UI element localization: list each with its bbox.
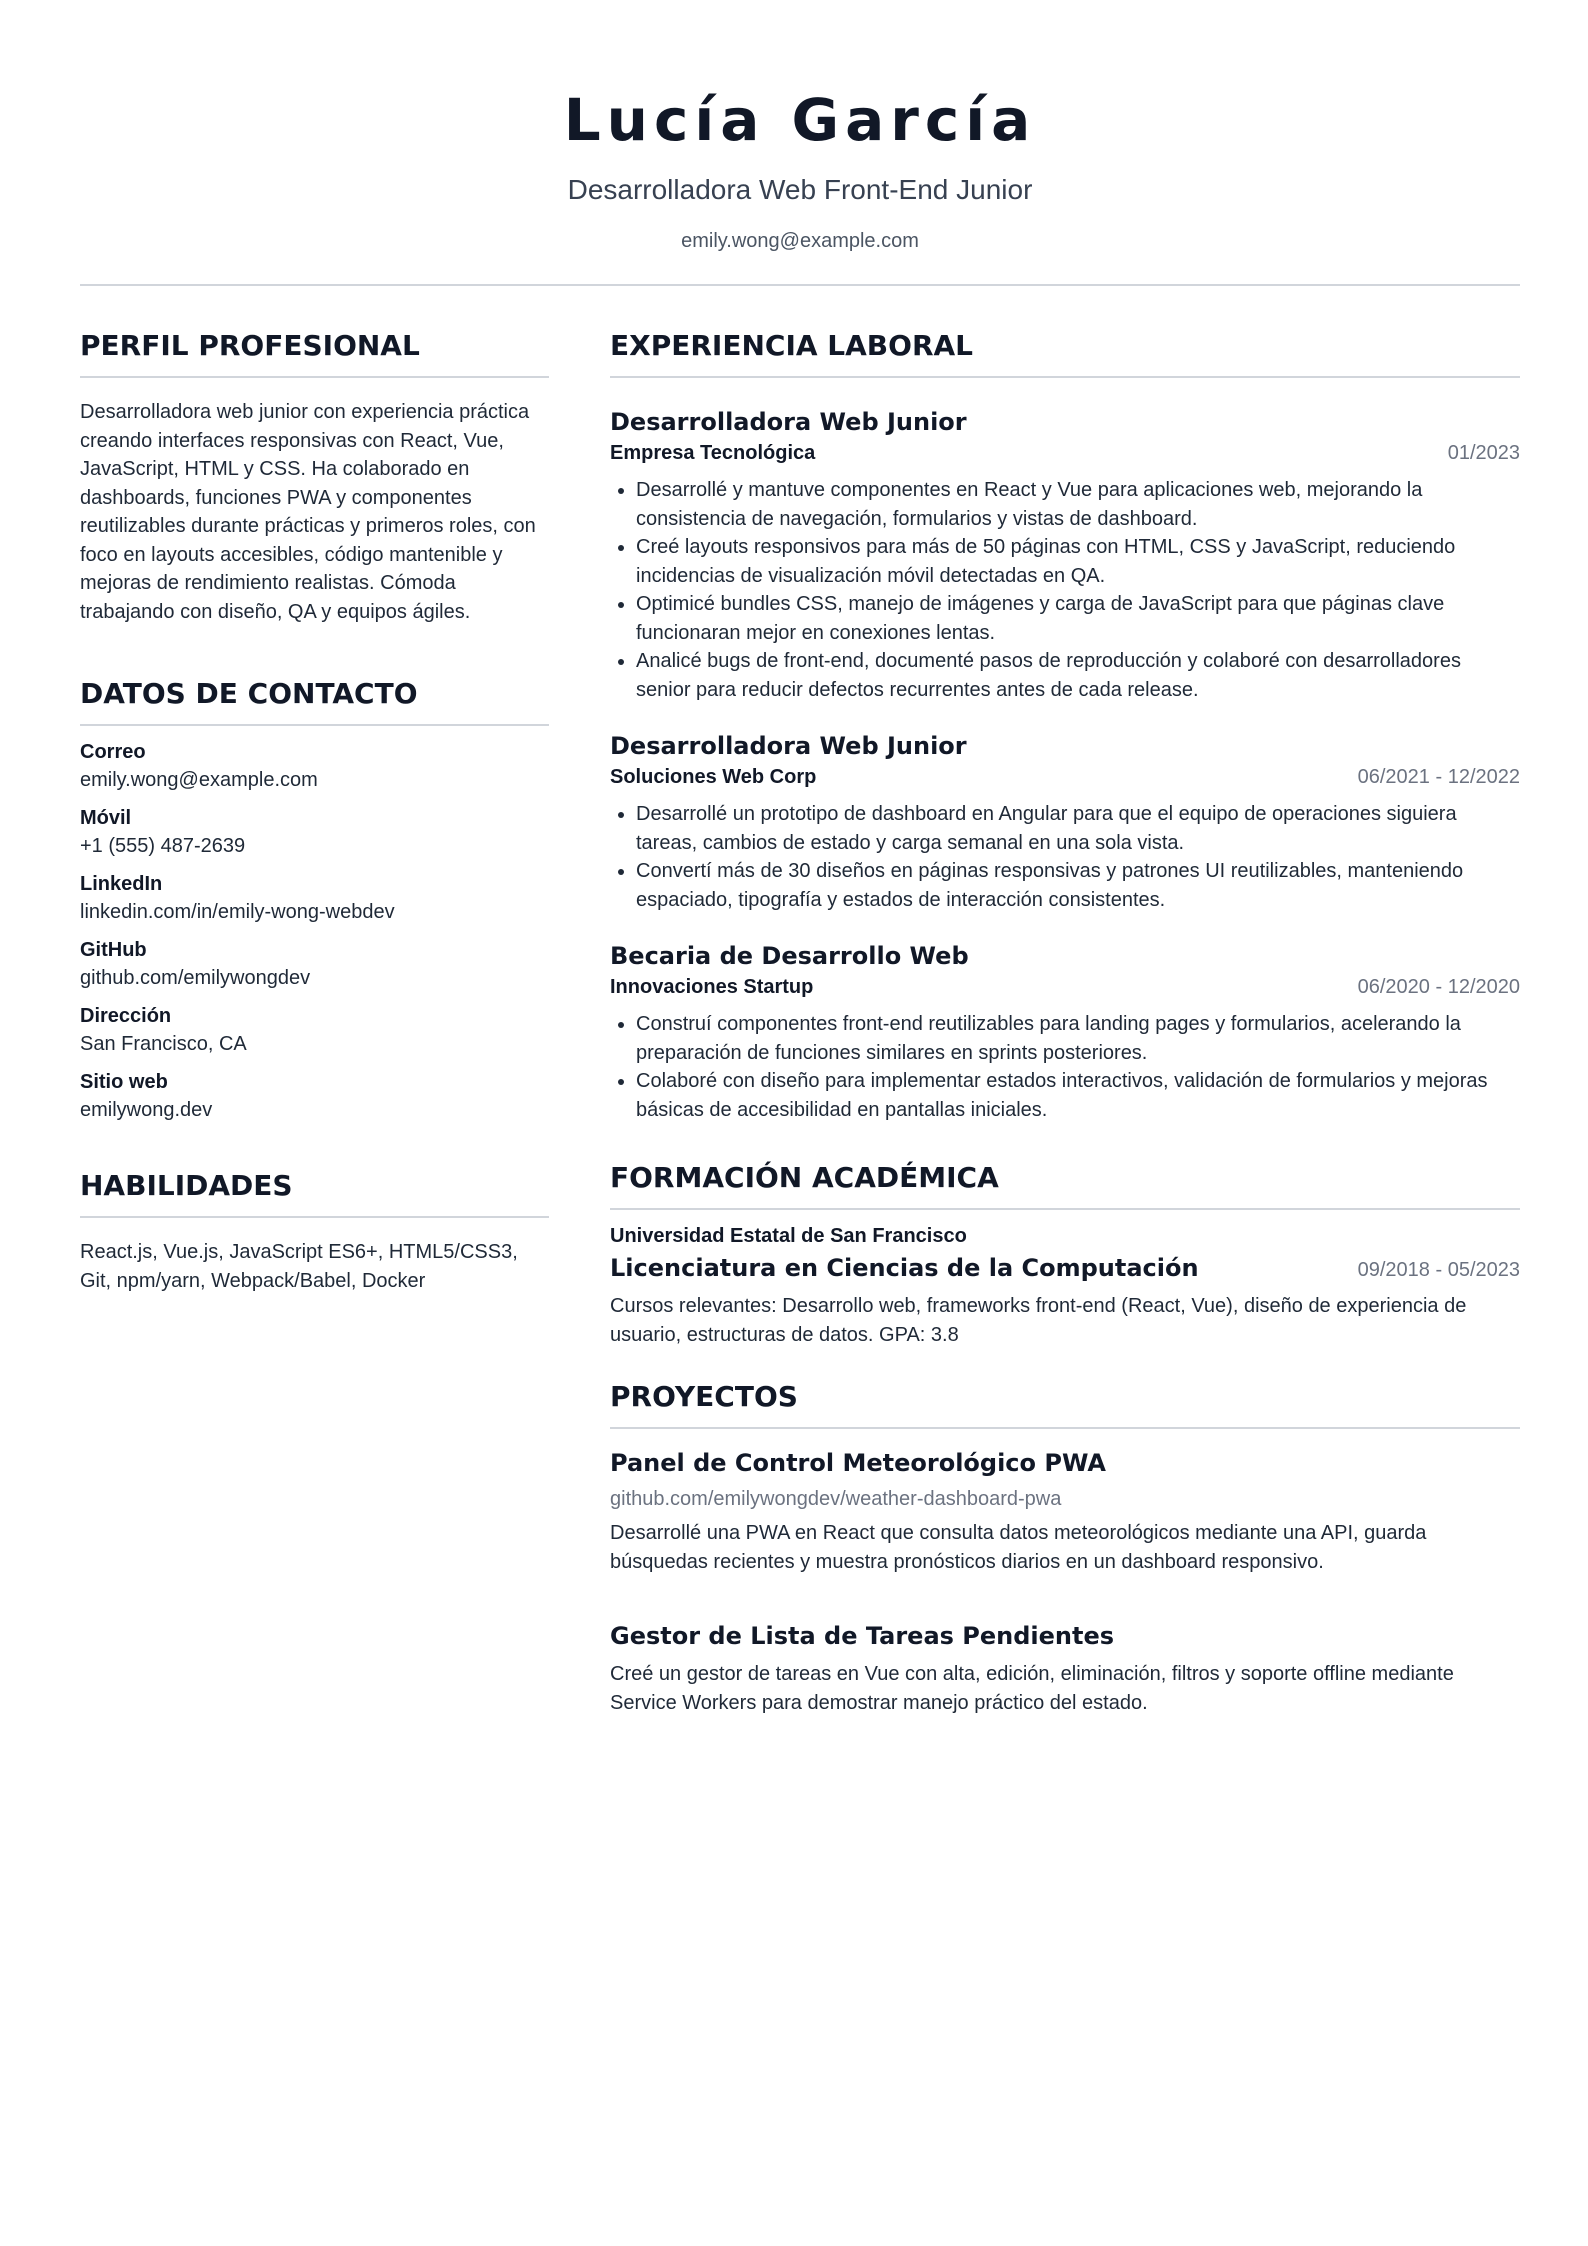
skills-section <box>80 1162 549 1295</box>
contact-mobile-value: +1 (555) 487-2639 <box>80 835 246 857</box>
job-entry <box>610 730 1520 914</box>
education-school: Universidad Estatal de San Francisco <box>610 1225 967 1247</box>
education-degree: Licenciatura en Ciencias de la Computación <box>610 1254 1199 1282</box>
header-divider <box>80 284 1520 286</box>
experience-section <box>610 322 1520 1124</box>
contact-list <box>80 738 549 1124</box>
projects-section <box>610 1373 1520 1717</box>
project-title: Panel de Control Meteorológico PWA <box>610 1449 1106 1477</box>
profile-text: Desarrolladora web junior con experiencia práctica creando interfaces responsivas con React, Vue, JavaScript, HTML y CSS. Ha colaborado en dashboards, funciones PWA y componentes reutilizables durante prácticas y primeros roles, con foco en layouts accesibles, código mantenible y mejoras de rendimiento realistas. Cómoda trabajando con diseño, QA y equipos ágiles. <box>80 401 536 623</box>
contact-label: GitHub <box>80 939 147 961</box>
job-date: 06/2021 - 12/2022 <box>1357 766 1520 788</box>
job-bullet: • Convertí más de 30 diseños en páginas responsivas y patrones UI reutilizables, manteniendo espaciado, tipografía y estados de interacción consistentes. <box>636 857 1520 914</box>
contact-item-github <box>80 936 549 992</box>
education-date: 09/2018 - 05/2023 <box>1357 1259 1520 1281</box>
job-meta <box>610 972 1520 1002</box>
education-heading: FORMACIÓN ACADÉMICA <box>610 1154 1520 1210</box>
job-bullets <box>610 1010 1520 1124</box>
header-email: emily.wong@example.com <box>681 230 919 252</box>
contact-section <box>80 670 549 1124</box>
contact-item-website <box>80 1068 549 1124</box>
job-bullets <box>610 800 1520 914</box>
skills-text: React.js, Vue.js, JavaScript ES6+, HTML5/CSS3, Git, npm/yarn, Webpack/Babel, Docker <box>80 1241 518 1292</box>
profile-heading: PERFIL PROFESIONAL <box>80 322 549 378</box>
candidate-name: Lucía García <box>563 86 1037 154</box>
job-bullet: • Colaboré con diseño para implementar estados interactivos, validación de formularios y mejoras básicas de accesibilidad en pantallas iniciales. <box>636 1067 1520 1124</box>
project-link[interactable]: github.com/emilywongdev/weather-dashboard-pwa <box>610 1488 1062 1510</box>
contact-linkedin-value: linkedin.com/in/emily-wong-webdev <box>80 901 395 923</box>
job-bullet: • Analicé bugs de front-end, documenté pasos de reproducción y colaboré con desarrolladores senior para reducir defectos recurrentes antes de cada release. <box>636 647 1520 704</box>
resume-header <box>80 80 1520 254</box>
job-title: Desarrolladora Web Junior <box>610 408 967 436</box>
contact-item-mobile <box>80 804 549 860</box>
projects-heading: PROYECTOS <box>610 1373 1520 1429</box>
contact-github-value: github.com/emilywongdev <box>80 967 311 989</box>
project-description: Creé un gestor de tareas en Vue con alta, edición, eliminación, filtros y soporte offline mediante Service Workers para demostrar manejo práctico del estado. <box>610 1663 1454 1714</box>
job-bullet: • Desarrollé un prototipo de dashboard en Angular para que el equipo de operaciones siguiera tareas, cambios de estado y carga semanal en una sola vista. <box>636 800 1520 857</box>
job-bullet: • Desarrollé y mantuve componentes en React y Vue para aplicaciones web, mejorando la consistencia de navegación, formularios y vistas de dashboard. <box>636 476 1520 533</box>
education-courses: Cursos relevantes: Desarrollo web, frameworks front-end (React, Vue), diseño de experiencia de usuario, estructuras de datos. GPA: 3.8 <box>610 1295 1467 1346</box>
contact-label: Dirección <box>80 1005 172 1027</box>
job-company: Soluciones Web Corp <box>610 766 817 788</box>
contact-website-value: emilywong.dev <box>80 1099 213 1121</box>
education-degree-row <box>610 1250 1520 1286</box>
contact-label: Móvil <box>80 807 132 829</box>
profile-section <box>80 322 549 626</box>
job-title: Desarrolladora Web Junior <box>610 732 967 760</box>
contact-item-address <box>80 1002 549 1058</box>
job-company: Innovaciones Startup <box>610 976 814 998</box>
project-title: Gestor de Lista de Tareas Pendientes <box>610 1622 1115 1650</box>
job-bullet: • Creé layouts responsivos para más de 50 páginas con HTML, CSS y JavaScript, reduciendo incidencias de visualización móvil detectadas en QA. <box>636 533 1520 590</box>
job-title: Becaria de Desarrollo Web <box>610 942 969 970</box>
skills-heading: HABILIDADES <box>80 1162 549 1218</box>
contact-item-linkedin <box>80 870 549 926</box>
job-bullet: • Optimicé bundles CSS, manejo de imágenes y carga de JavaScript para que páginas clave funcionaran mejor en conexiones lentas. <box>636 590 1520 647</box>
contact-address-value: San Francisco, CA <box>80 1033 247 1055</box>
job-company: Empresa Tecnológica <box>610 442 816 464</box>
contact-item-email <box>80 738 549 794</box>
project-description: Desarrollé una PWA en React que consulta datos meteorológicos mediante una API, guarda búsquedas recientes y muestra pronósticos diarios en un dashboard responsivo. <box>610 1522 1427 1573</box>
job-entry <box>610 406 1520 704</box>
candidate-role: Desarrolladora Web Front-End Junior <box>567 174 1033 205</box>
experience-heading: EXPERIENCIA LABORAL <box>610 322 1520 378</box>
left-column <box>80 322 549 1295</box>
contact-heading: DATOS DE CONTACTO <box>80 670 549 726</box>
contact-label: LinkedIn <box>80 873 163 895</box>
project-entry <box>610 1616 1520 1717</box>
contact-label: Sitio web <box>80 1071 168 1093</box>
job-bullet: • Construí componentes front-end reutilizables para landing pages y formularios, acelerando la preparación de funciones similares en sprints posteriores. <box>636 1010 1520 1067</box>
contact-label: Correo <box>80 741 146 763</box>
contact-email-value: emily.wong@example.com <box>80 769 318 791</box>
job-bullets <box>610 476 1520 704</box>
project-entry <box>610 1443 1520 1576</box>
job-meta <box>610 762 1520 792</box>
job-date: 01/2023 <box>1447 442 1520 464</box>
education-section <box>610 1154 1520 1349</box>
job-meta <box>610 438 1520 468</box>
job-date: 06/2020 - 12/2020 <box>1357 976 1520 998</box>
right-column <box>610 322 1520 1717</box>
job-entry <box>610 940 1520 1124</box>
